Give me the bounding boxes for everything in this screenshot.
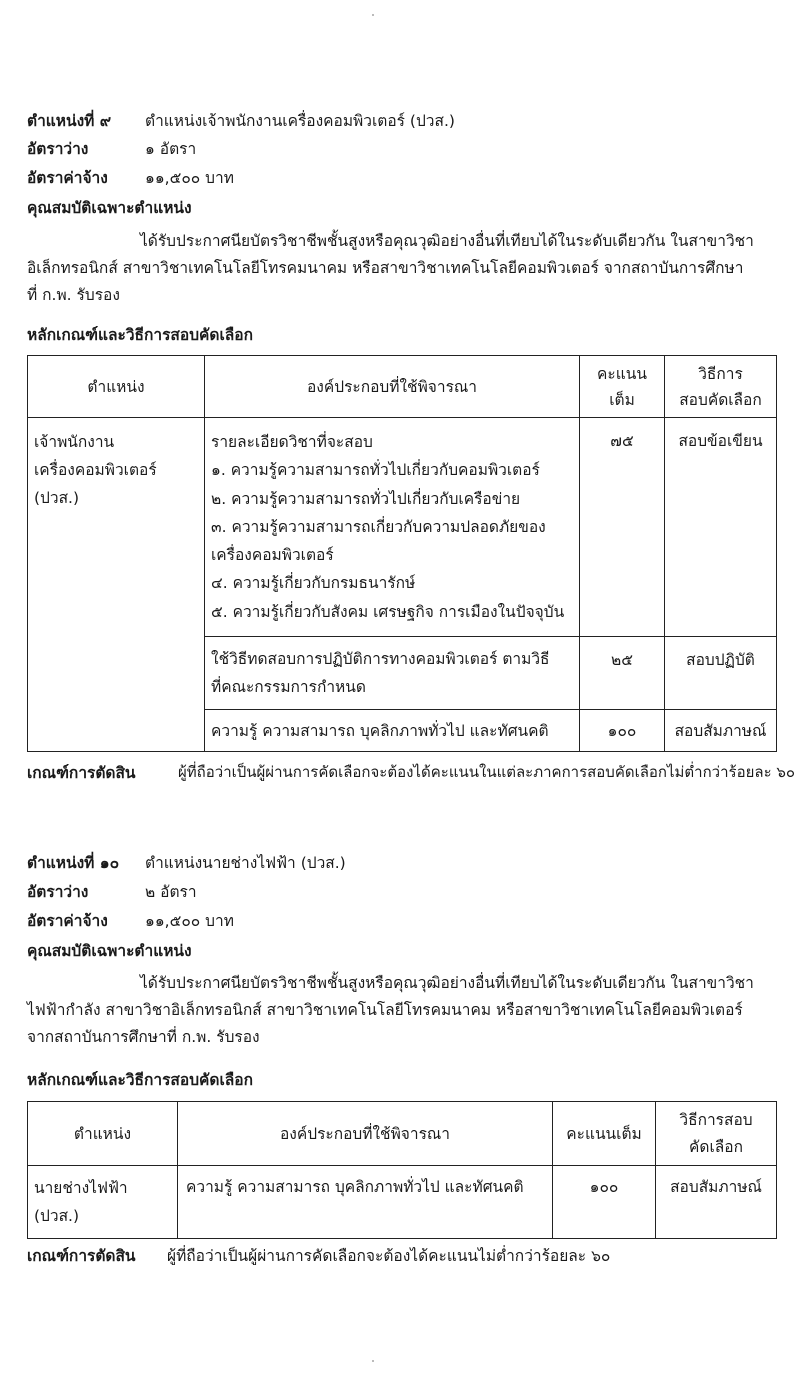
s9-position-value: ตำแหน่งเจ้าพนักงานเครื่องคอมพิวเตอร์ (ปวส.) — [145, 112, 455, 130]
s10-criteria-table — [27, 1101, 777, 1239]
s10-position-value: ตำแหน่งนายช่างไฟฟ้า (ปวส.) — [145, 854, 346, 872]
s9-th-components: องค์ประกอบที่ใช้พิจารณา — [205, 356, 580, 418]
scan-dot — [372, 1360, 374, 1362]
s9-th-method: วิธีการ สอบคัดเลือก — [665, 356, 777, 418]
s10-position-label: ตำแหน่งที่ ๑๐ — [27, 854, 120, 872]
s9-salary-value: ๑๑,๕๐๐ บาท — [145, 169, 234, 187]
s9-vacancy-value: ๑ อัตรา — [145, 140, 197, 158]
s9-position-label: ตำแหน่งที่ ๙ — [27, 112, 112, 130]
s10-vacancy-value: ๒ อัตรา — [145, 883, 197, 901]
s9-th-position: ตำแหน่ง — [28, 356, 205, 418]
s9-decision-label: เกณฑ์การตัดสิน — [27, 764, 136, 782]
s9-row1-score: ๗๕ — [580, 418, 665, 637]
s9-vacancy-label: อัตราว่าง — [27, 140, 89, 158]
s9-decision-text: ผู้ที่ถือว่าเป็นผู้ผ่านการคัดเลือกจะต้องได้คะแนนในแต่ละภาคการสอบคัดเลือกไม่ต่ำกว่าร้อยละ ๖๐ — [178, 763, 796, 781]
s9-criteria-table — [27, 355, 777, 752]
s9-row1-method: สอบข้อเขียน — [665, 418, 777, 637]
s9-qual-line-3: ที่ ก.พ. รับรอง — [27, 286, 120, 304]
s10-salary-label: อัตราค่าจ้าง — [27, 912, 108, 930]
s9-row2-method: สอบปฏิบัติ — [665, 637, 777, 710]
s9-row3-method: สอบสัมภาษณ์ — [665, 710, 777, 752]
s9-criteria-heading: หลักเกณฑ์และวิธีการสอบคัดเลือก — [27, 326, 253, 344]
s10-qual-line-1: ได้รับประกาศนียบัตรวิชาชีพชั้นสูงหรือคุณวุฒิอย่างอื่นที่เทียบได้ในระดับเดียวกัน ในสาขาวิชา — [140, 974, 754, 992]
s9-position-cell: เจ้าพนักงาน เครื่องคอมพิวเตอร์ (ปวส.) — [28, 418, 205, 752]
s10-qualification-text — [27, 970, 777, 1051]
s9-salary-label: อัตราค่าจ้าง — [27, 169, 108, 187]
s10-position-cell: นายช่างไฟฟ้า (ปวส.) — [28, 1166, 178, 1239]
s9-row3-score: ๑๐๐ — [580, 710, 665, 752]
table-row — [28, 1166, 777, 1239]
s10-th-components: องค์ประกอบที่ใช้พิจารณา — [178, 1102, 553, 1166]
s10-row-score: ๑๐๐ — [553, 1166, 656, 1239]
s9-qual-line-1: ได้รับประกาศนียบัตรวิชาชีพชั้นสูงหรือคุณวุฒิอย่างอื่นที่เทียบได้ในระดับเดียวกัน ในสาขาวิชา — [140, 232, 754, 250]
s10-qual-line-2: ไฟฟ้ากำลัง สาขาวิชาอิเล็กทรอนิกส์ สาขาวิชาเทคโนโลยีโทรคมนาคม หรือสาขาวิชาเทคโนโลยีคอมพิวเตอร์ — [27, 1001, 743, 1019]
s10-decision-text: ผู้ที่ถือว่าเป็นผู้ผ่านการคัดเลือกจะต้องได้คะแนนไม่ต่ำกว่าร้อยละ ๖๐ — [167, 1247, 611, 1265]
s10-th-position: ตำแหน่ง — [28, 1102, 178, 1166]
s10-criteria-heading: หลักเกณฑ์และวิธีการสอบคัดเลือก — [27, 1071, 253, 1089]
s10-row-method: สอบสัมภาษณ์ — [656, 1166, 777, 1239]
s9-row2-components: ใช้วิธีทดสอบการปฏิบัติการทางคอมพิวเตอร์ ตามวิธี ที่คณะกรรมการกำหนด — [205, 637, 580, 710]
s10-th-method: วิธีการสอบ คัดเลือก — [656, 1102, 777, 1166]
s10-vacancy-label: อัตราว่าง — [27, 883, 89, 901]
s10-qualification-heading: คุณสมบัติเฉพาะตำแหน่ง — [27, 942, 192, 960]
s9-qualification-text — [27, 228, 777, 309]
s9-row1-components: รายละเอียดวิชาที่จะสอบ ๑. ความรู้ความสามารถทั่วไปเกี่ยวกับคอมพิวเตอร์ ๒. ความรู้ความสามารถทั่วไปเกี่ยวกับเครือข่าย ๓. ความรู้ความสามารถเกี่ยวกับความปลอดภัยของ เครื่องคอมพิวเตอร์ ๔. ความรู้เกี่ยวกับกรมธนารักษ์ ๕. ความรู้เกี่ยวกับสังคม เศรษฐกิจ การเมืองในปัจจุบัน — [205, 418, 580, 637]
scan-dot — [372, 14, 374, 16]
s10-table-header-row — [28, 1102, 777, 1166]
s9-table-header-row — [28, 356, 777, 418]
s9-qualification-heading: คุณสมบัติเฉพาะตำแหน่ง — [27, 199, 192, 217]
s10-qual-line-3: จากสถาบันการศึกษาที่ ก.พ. รับรอง — [27, 1028, 260, 1046]
s10-decision-label: เกณฑ์การตัดสิน — [27, 1247, 136, 1265]
s9-qual-line-2: อิเล็กทรอนิกส์ สาขาวิชาเทคโนโลยีโทรคมนาคม หรือสาขาวิชาเทคโนโลยีคอมพิวเตอร์ จากสถาบันการศึกษา — [27, 259, 744, 277]
s9-row2-score: ๒๕ — [580, 637, 665, 710]
s9-row3-components: ความรู้ ความสามารถ บุคลิกภาพทั่วไป และทัศนคติ — [205, 710, 580, 752]
s10-salary-value: ๑๑,๕๐๐ บาท — [145, 912, 234, 930]
table-row — [28, 418, 777, 637]
s10-th-full-score: คะแนนเต็ม — [553, 1102, 656, 1166]
s10-row-components: ความรู้ ความสามารถ บุคลิกภาพทั่วไป และทัศนคติ — [178, 1166, 553, 1239]
s9-th-full-score: คะแนน เต็ม — [580, 356, 665, 418]
